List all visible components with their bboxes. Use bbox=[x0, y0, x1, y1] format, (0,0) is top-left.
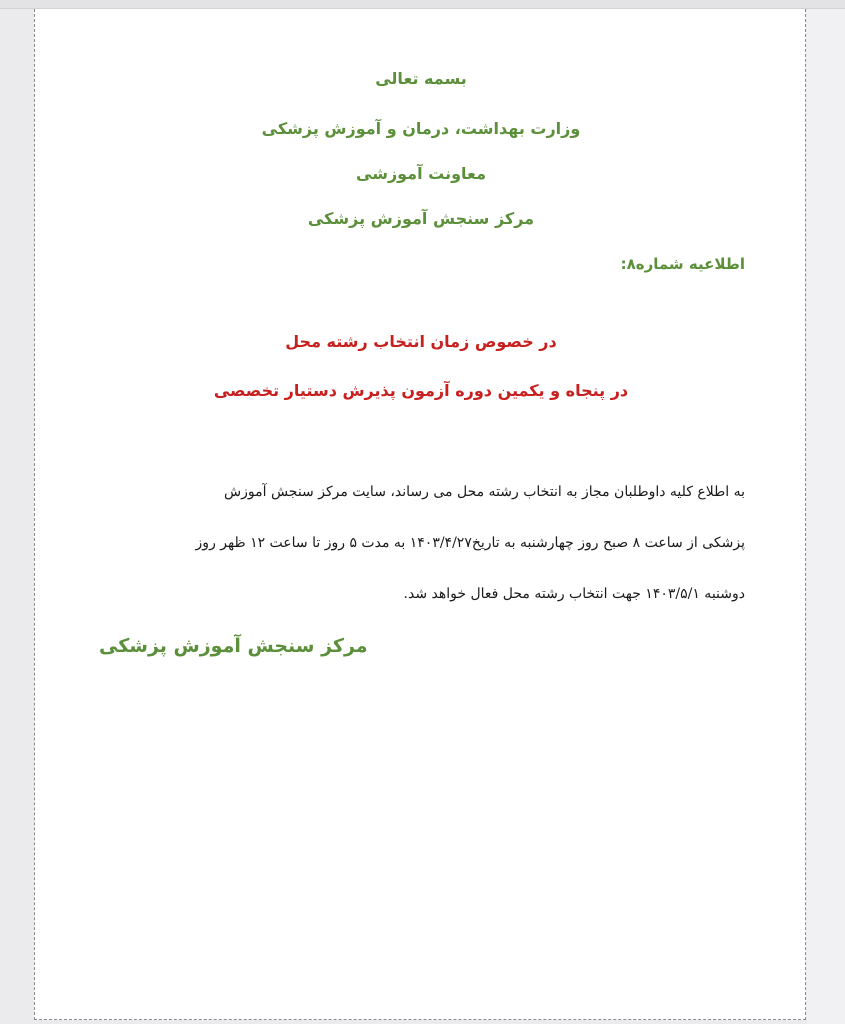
deputy-heading: معاونت آموزشی bbox=[356, 164, 486, 183]
viewer-top-strip bbox=[0, 0, 845, 9]
bismillah-heading: بسمه تعالی bbox=[375, 69, 467, 88]
notice-number: اطلاعیه شماره۸: bbox=[620, 255, 745, 273]
viewer-right-gutter bbox=[807, 9, 845, 1024]
notice-body bbox=[85, 467, 745, 620]
body-line: پزشکی از ساعت ۸ صبح روز چهارشنبه به تاریخ۱۴۰۳/۴/۲۷ به مدت ۵ روز تا ساعت ۱۲ ظهر روز bbox=[195, 535, 745, 551]
center-heading: مرکز سنجش آموزش پزشکی bbox=[307, 209, 535, 228]
subject-line-1: در خصوص زمان انتخاب رشته محل bbox=[285, 332, 557, 351]
body-line: دوشنبه ۱۴۰۳/۵/۱ جهت انتخاب رشته محل فعال خواهد شد. bbox=[403, 586, 745, 602]
subject-line-2: در پنجاه و یکمین دوره آزمون پذیرش دستیار تخصصی bbox=[213, 381, 629, 400]
signature: مرکز سنجش آموزش پزشکی bbox=[99, 635, 368, 657]
document-page bbox=[34, 9, 806, 1020]
body-line: به اطلاع کلیه داوطلبان مجاز به انتخاب رشته محل می رساند، سایت مرکز سنجش آموزش bbox=[224, 484, 745, 500]
ministry-heading: وزارت بهداشت، درمان و آموزش پزشکی bbox=[261, 119, 581, 138]
